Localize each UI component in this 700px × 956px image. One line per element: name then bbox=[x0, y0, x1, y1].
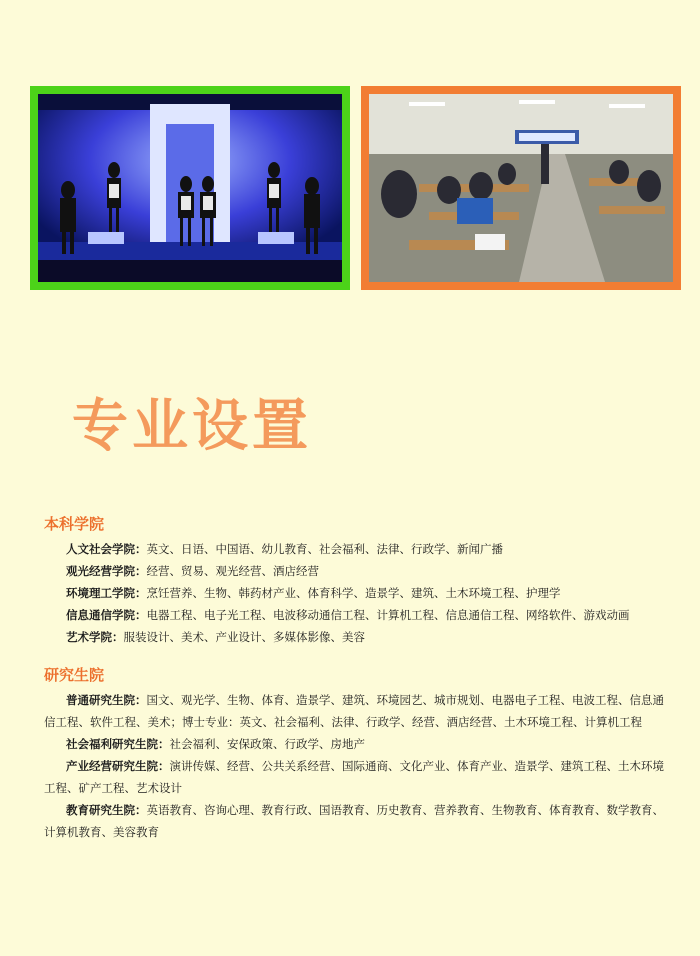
school-name: 教育研究生院： bbox=[66, 803, 147, 817]
majors-text: 烹饪营养、生物、韩药材产业、体育科学、造景学、建筑、土木环境工程、护理学 bbox=[146, 586, 561, 600]
college-name: 观光经营学院： bbox=[66, 564, 147, 578]
page-title: 专业设置 bbox=[72, 394, 312, 459]
classroom-photo bbox=[361, 86, 681, 290]
majors-text: 国文、观光学、生物、体育、造景学、建筑、环境园艺、城市规划、电器电子工程、电波工程、信息通信工程、软件工程、美术；博士专业：英文、社会福利、法律、行政学、经营、酒店经营、土木环境工程、计算机工程 bbox=[44, 693, 664, 729]
college-name: 人文社会学院： bbox=[66, 542, 147, 556]
graduate-list bbox=[44, 689, 664, 843]
list-item bbox=[44, 604, 664, 626]
majors-text: 社会福利、安保政策、行政学、房地产 bbox=[169, 737, 365, 751]
school-name: 产业经营研究生院： bbox=[66, 759, 170, 773]
college-name: 艺术学院： bbox=[66, 630, 124, 644]
majors-text: 电器工程、电子光工程、电波移动通信工程、计算机工程、信息通信工程、网络软件、游戏动画 bbox=[146, 608, 630, 622]
graduate-heading: 研究生院 bbox=[44, 666, 105, 684]
college-name: 信息通信学院： bbox=[66, 608, 147, 622]
majors-text: 英文、日语、中国语、幼儿教育、社会福利、法律、行政学、新闻广播 bbox=[146, 542, 503, 556]
list-item bbox=[44, 733, 664, 755]
college-name: 环境理工学院： bbox=[66, 586, 147, 600]
list-item bbox=[44, 799, 664, 843]
fashion-show-stage-icon bbox=[38, 94, 342, 282]
list-item bbox=[44, 560, 664, 582]
classroom-lecture-icon bbox=[369, 94, 673, 282]
list-item bbox=[44, 755, 664, 799]
undergraduate-list bbox=[44, 538, 664, 648]
majors-text: 演讲传媒、经营、公共关系经营、国际通商、文化产业、体育产业、造景学、建筑工程、土木环境工程、矿产工程、艺术设计 bbox=[44, 759, 664, 795]
majors-text: 经营、贸易、观光经营、酒店经营 bbox=[146, 564, 319, 578]
list-item bbox=[44, 582, 664, 604]
school-name: 社会福利研究生院： bbox=[66, 737, 170, 751]
fashion-show-photo bbox=[30, 86, 350, 290]
undergraduate-heading: 本科学院 bbox=[44, 515, 105, 533]
list-item bbox=[44, 626, 664, 648]
majors-text: 英语教育、咨询心理、教育行政、国语教育、历史教育、营养教育、生物教育、体育教育、数学教育、计算机教育、美容教育 bbox=[44, 803, 664, 839]
list-item bbox=[44, 689, 664, 733]
list-item bbox=[44, 538, 664, 560]
school-name: 普通研究生院： bbox=[66, 693, 147, 707]
majors-text: 服装设计、美术、产业设计、多媒体影像、美容 bbox=[123, 630, 365, 644]
